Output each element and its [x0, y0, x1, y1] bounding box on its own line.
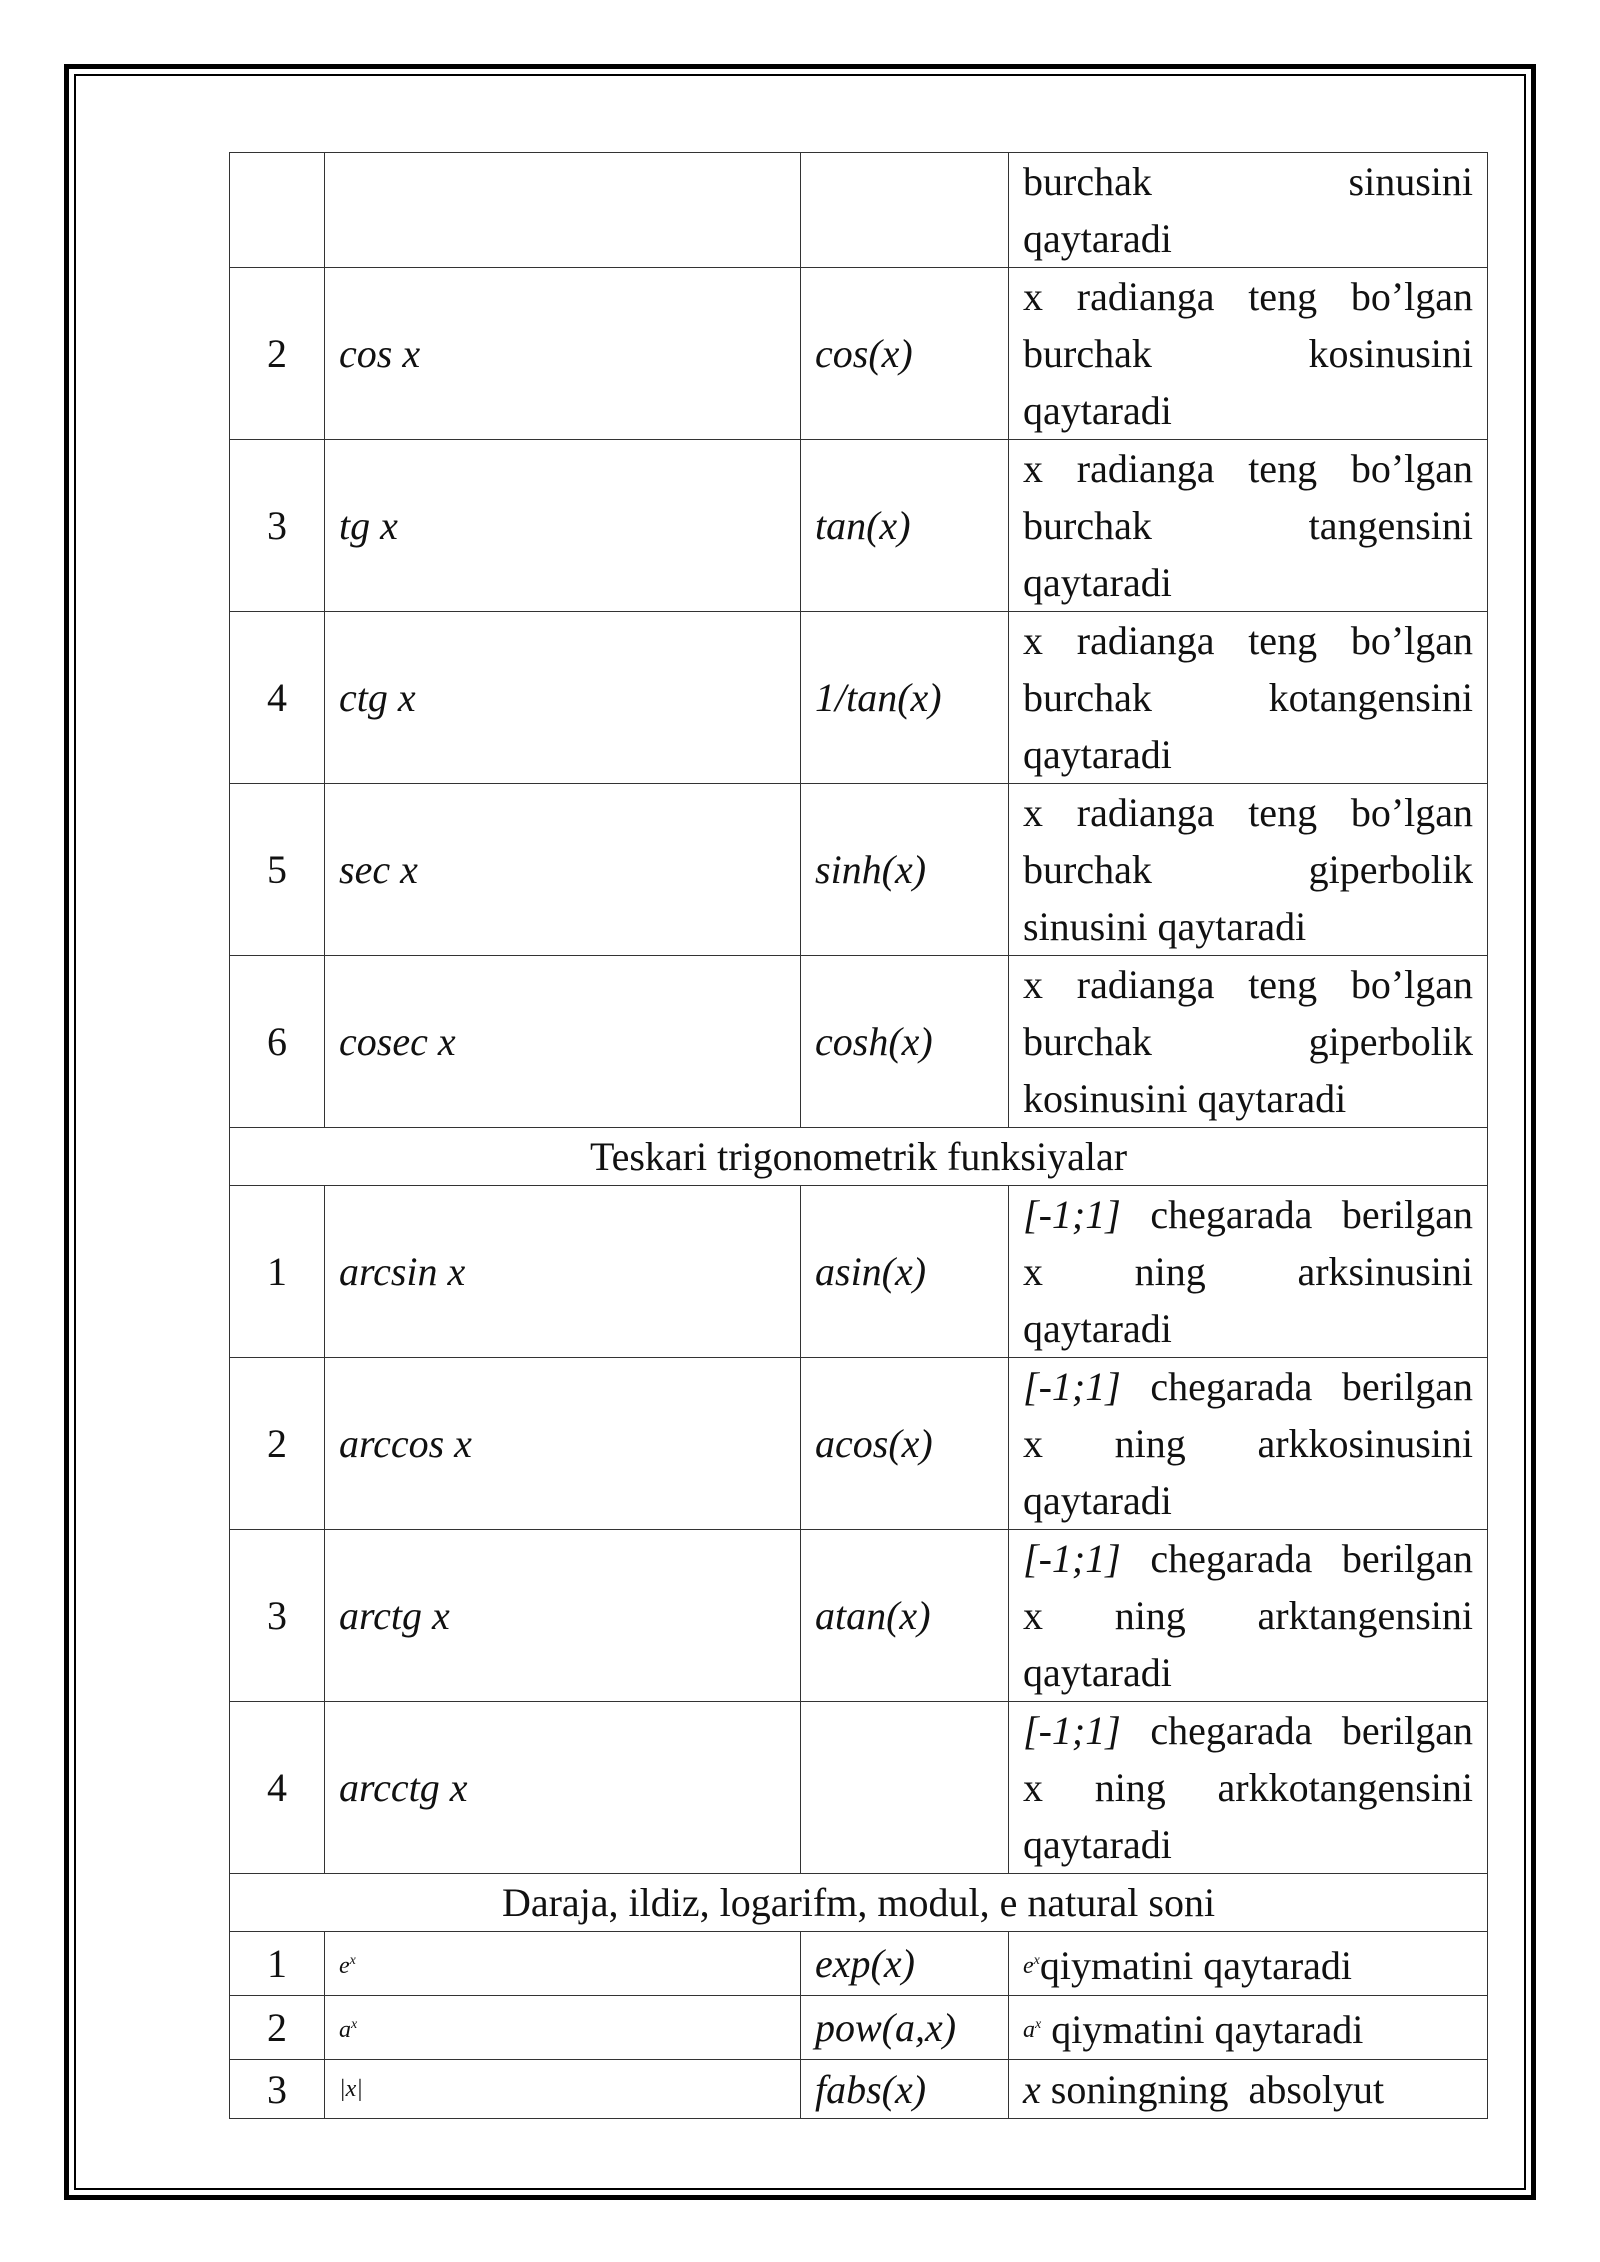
- row-number: 2: [230, 1996, 325, 2060]
- description: [1009, 1996, 1488, 2060]
- description-text: chegarada berilgan: [1150, 1708, 1473, 1753]
- c-function: asin(x): [801, 1186, 1009, 1358]
- c-function: [801, 1702, 1009, 1874]
- description-line: qaytaradi: [1023, 388, 1172, 433]
- math-notation: arctg x: [325, 1530, 801, 1702]
- description-line: x radianga teng bo’lgan: [1023, 962, 1473, 1007]
- formula-glyph: [1023, 2017, 1041, 2043]
- description-line: x radianga teng bo’lgan: [1023, 446, 1473, 491]
- description-line: [1023, 1530, 1473, 1587]
- row-number: 3: [230, 2060, 325, 2119]
- description-text: soningning absolyut: [1040, 2066, 1385, 2112]
- math-notation: [325, 153, 801, 268]
- description: [1009, 1358, 1488, 1530]
- formula-glyph: [339, 1953, 356, 1979]
- row-number: 2: [230, 268, 325, 440]
- formula-exponent: x: [351, 2017, 358, 2032]
- range-label: [-1;1]: [1023, 1536, 1121, 1581]
- description-text: chegarada berilgan: [1150, 1536, 1473, 1581]
- math-notation: arcsin x: [325, 1186, 801, 1358]
- description-line: qaytaradi: [1023, 216, 1172, 261]
- description-text: chegarada berilgan: [1150, 1192, 1473, 1237]
- row-number: 6: [230, 956, 325, 1128]
- table-row: [230, 1186, 1488, 1358]
- math-notation: cos x: [325, 268, 801, 440]
- description-line: sinusini qaytaradi: [1023, 904, 1307, 949]
- description-line: x ning arktangensini: [1023, 1593, 1473, 1638]
- c-function: [801, 153, 1009, 268]
- description-line: qaytaradi: [1023, 1650, 1172, 1695]
- range-label: [-1;1]: [1023, 1364, 1121, 1409]
- range-label: [-1;1]: [1023, 1192, 1121, 1237]
- row-number: 2: [230, 1358, 325, 1530]
- description-text: qiymatini qaytaradi: [1041, 2007, 1364, 2052]
- description-line: burchak kotangensini: [1023, 675, 1473, 720]
- math-notation: cosec x: [325, 956, 801, 1128]
- row-number: 1: [230, 1932, 325, 1996]
- table-row: [230, 153, 1488, 268]
- math-notation: [325, 1996, 801, 2060]
- math-notation: sec x: [325, 784, 801, 956]
- description-line: burchak tangensini: [1023, 503, 1473, 548]
- c-function: cos(x): [801, 268, 1009, 440]
- section-header-row: [230, 1128, 1488, 1186]
- description-line: burchak giperbolik: [1023, 847, 1473, 892]
- c-function: 1/tan(x): [801, 612, 1009, 784]
- range-label: [-1;1]: [1023, 1708, 1121, 1753]
- formula-exponent: x: [1035, 2017, 1042, 2032]
- table-row: [230, 1530, 1488, 1702]
- description-line: burchak giperbolik: [1023, 1019, 1473, 1064]
- row-number: [230, 153, 325, 268]
- math-notation: arcctg x: [325, 1702, 801, 1874]
- formula-exponent: x: [349, 1953, 356, 1968]
- math-functions-table: [229, 152, 1488, 2119]
- math-notation: tg x: [325, 440, 801, 612]
- c-function: cosh(x): [801, 956, 1009, 1128]
- table-row: [230, 440, 1488, 612]
- row-number: 1: [230, 1186, 325, 1358]
- formula-base: e: [1023, 1953, 1034, 1979]
- description: [1009, 1702, 1488, 1874]
- description-line: qaytaradi: [1023, 732, 1172, 777]
- formula-glyph: [339, 2017, 357, 2043]
- table-row: [230, 2060, 1488, 2119]
- description-text: chegarada berilgan: [1150, 1364, 1473, 1409]
- description-line: kosinusini qaytaradi: [1023, 1076, 1347, 1121]
- math-notation: [325, 2060, 801, 2119]
- formula-exponent: x: [1033, 1953, 1040, 1968]
- description-line: x radianga teng bo’lgan: [1023, 274, 1473, 319]
- variable: x: [1023, 2066, 1041, 2112]
- description-line: x ning arkkosinusini: [1023, 1421, 1473, 1466]
- formula-base: a: [339, 2017, 351, 2043]
- formula-base: e: [339, 1953, 350, 1979]
- math-notation: [325, 1932, 801, 1996]
- description: [1009, 1530, 1488, 1702]
- description: [1009, 1932, 1488, 1996]
- row-number: 3: [230, 440, 325, 612]
- description: [1009, 268, 1488, 440]
- description-line: burchak kosinusini: [1023, 331, 1473, 376]
- table-row: [230, 612, 1488, 784]
- description-line: burchak sinusini: [1023, 159, 1473, 204]
- description: [1009, 784, 1488, 956]
- description-line: x radianga teng bo’lgan: [1023, 790, 1473, 835]
- table-row: [230, 1996, 1488, 2060]
- c-function: sinh(x): [801, 784, 1009, 956]
- table-row: [230, 1702, 1488, 1874]
- table-row: [230, 956, 1488, 1128]
- description-line: x ning arkkotangensini: [1023, 1765, 1473, 1810]
- table-row: [230, 784, 1488, 956]
- section-title: Teskari trigonometrik funksiyalar: [230, 1128, 1488, 1186]
- description-line: x ning arksinusini: [1023, 1249, 1473, 1294]
- description-line: [1023, 1702, 1473, 1759]
- description-line: [1023, 1358, 1473, 1415]
- row-number: 4: [230, 612, 325, 784]
- description: [1009, 153, 1488, 268]
- description-line: x radianga teng bo’lgan: [1023, 618, 1473, 663]
- c-function: atan(x): [801, 1530, 1009, 1702]
- description: [1009, 1186, 1488, 1358]
- description-line: qaytaradi: [1023, 1478, 1172, 1523]
- c-function: tan(x): [801, 440, 1009, 612]
- description: [1009, 440, 1488, 612]
- row-number: 4: [230, 1702, 325, 1874]
- table-row: [230, 268, 1488, 440]
- math-notation: ctg x: [325, 612, 801, 784]
- c-function: fabs(x): [801, 2060, 1009, 2119]
- formula-glyph: [1023, 1953, 1040, 1979]
- formula-base: a: [1023, 2017, 1035, 2043]
- description-line: qaytaradi: [1023, 1306, 1172, 1351]
- description: [1009, 2060, 1488, 2119]
- section-title: Daraja, ildiz, logarifm, modul, e natural soni: [230, 1874, 1488, 1932]
- description: [1009, 612, 1488, 784]
- c-function: pow(a,x): [801, 1996, 1009, 2060]
- math-notation: arccos x: [325, 1358, 801, 1530]
- table-row: [230, 1932, 1488, 1996]
- description-line: qaytaradi: [1023, 560, 1172, 605]
- description: [1009, 956, 1488, 1128]
- c-function: acos(x): [801, 1358, 1009, 1530]
- description-line: [1023, 1186, 1473, 1243]
- table-row: [230, 1358, 1488, 1530]
- c-function: exp(x): [801, 1932, 1009, 1996]
- description-line: qaytaradi: [1023, 1822, 1172, 1867]
- section-header-row: [230, 1874, 1488, 1932]
- row-number: 5: [230, 784, 325, 956]
- description-text: qiymatini qaytaradi: [1039, 1943, 1353, 1988]
- row-number: 3: [230, 1530, 325, 1702]
- formula-glyph: |x|: [339, 2076, 363, 2102]
